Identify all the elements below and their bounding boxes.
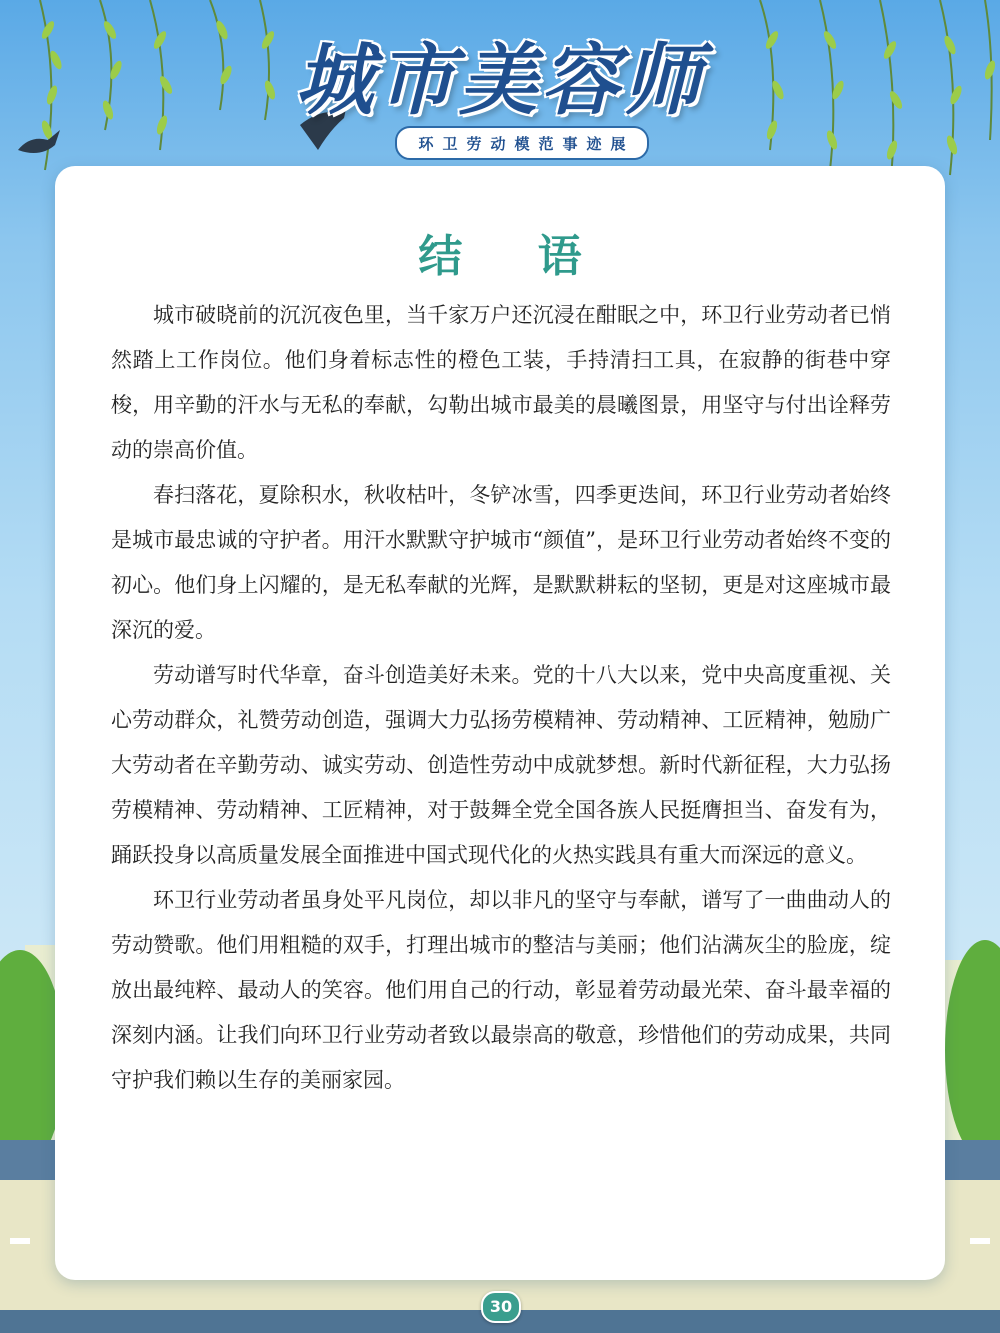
paragraph-2: 春扫落花，夏除积水，秋收枯叶，冬铲冰雪，四季更迭间，环卫行业劳动者始终是城市最忠诚的守护者。用汗水默默守护城市“颜值”，是环卫行业劳动者始终不变的初心。他们身上闪耀的，是无私奉献的光辉，是默默耕耘的坚韧，更是对这座城市最深沉的爱。 (111, 483, 891, 642)
section-title: 结 语 (418, 231, 612, 282)
page-number: 30 (481, 1291, 521, 1323)
header-title: 城市美容师 (294, 35, 705, 126)
header-subtitle-banner (395, 126, 649, 160)
header-subtitle: 环卫劳动模范事迹展 (418, 134, 635, 153)
section-body (111, 293, 891, 1103)
paragraph-3: 劳动谱写时代华章，奋斗创造美好未来。党的十八大以来，党中央高度重视、关心劳动群众，礼赞劳动创造，强调大力弘扬劳模精神、劳动精神、工匠精神，勉励广大劳动者在辛勤劳动、诚实劳动、创造性劳动中成就梦想。新时代新征程，大力弘扬劳模精神、劳动精神、工匠精神，对于鼓舞全党全国各族人民挺膺担当、奋发有为，踊跃投身以高质量发展全面推进中国式现代化的火热实践具有重大而深远的意义。 (111, 663, 891, 867)
paragraph-4: 环卫行业劳动者虽身处平凡岗位，却以非凡的坚守与奉献，谱写了一曲曲动人的劳动赞歌。他们用粗糙的双手，打理出城市的整洁与美丽；他们沾满灰尘的脸庞，绽放出最纯粹、最动人的笑容。他们用自己的行动，彰显着劳动最光荣、奋斗最幸福的深刻内涵。让我们向环卫行业劳动者致以最崇高的敬意，珍惜他们的劳动成果，共同守护我们赖以生存的美丽家园。 (111, 888, 891, 1092)
paragraph-1: 城市破晓前的沉沉夜色里，当千家万户还沉浸在酣眠之中，环卫行业劳动者已悄然踏上工作岗位。他们身着标志性的橙色工装，手持清扫工具，在寂静的街巷中穿梭，用辛勤的汗水与无私的奉献，勾勒出城市最美的晨曦图景，用坚守与付出诠释劳动的崇高价值。 (111, 303, 891, 462)
